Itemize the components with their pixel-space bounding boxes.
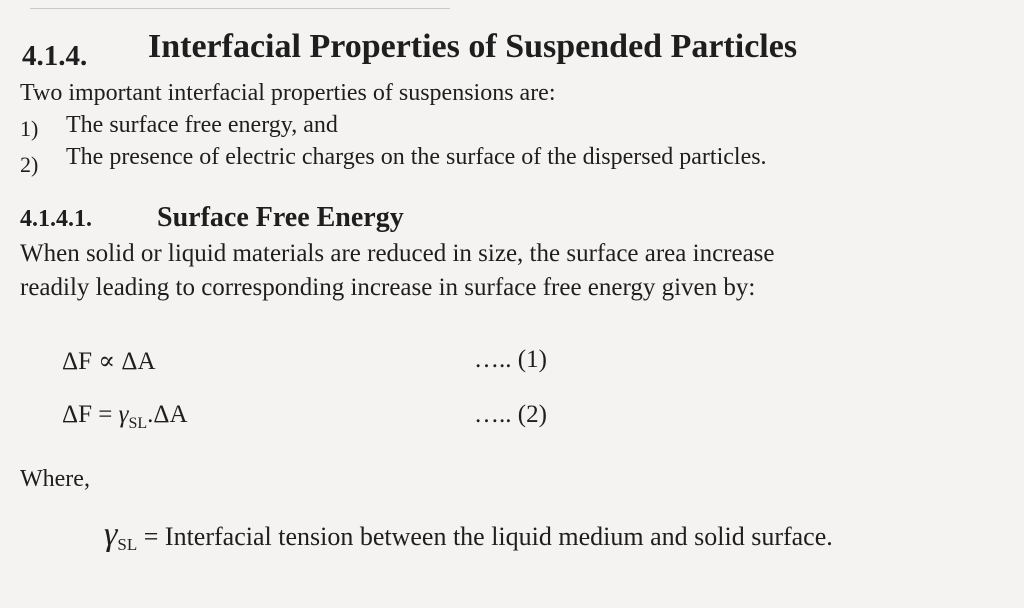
gamma-symbol: γ: [118, 401, 129, 428]
equation-1: ΔF ∝ ΔA: [62, 348, 156, 375]
where-label: Where,: [20, 466, 90, 492]
list-item-number: 2): [20, 152, 39, 177]
section-title: Interfacial Properties of Suspended Particles: [148, 28, 798, 65]
list-item-number: 1): [20, 116, 39, 141]
paragraph-line: When solid or liquid materials are reduced in size, the surface area increase: [20, 240, 775, 267]
definition-line: [104, 516, 833, 555]
list-item-text: The presence of electric charges on the surface of the dispersed particles.: [66, 144, 767, 170]
gamma-symbol: γ: [104, 516, 118, 553]
intro-text: Two important interfacial properties of suspensions are:: [20, 80, 556, 106]
definition-text: = Interfacial tension between the liquid medium and solid surface.: [137, 522, 833, 551]
paragraph-line: readily leading to corresponding increase in surface free energy given by:: [20, 274, 756, 301]
equation-part: .ΔA: [147, 401, 188, 428]
subscript: SL: [117, 535, 138, 554]
subscript: SL: [128, 415, 148, 432]
section-number: 4.1.4.: [22, 40, 88, 72]
top-rule: [30, 0, 450, 9]
equation-2: [62, 401, 188, 433]
subsection-title: Surface Free Energy: [157, 202, 404, 233]
equation-number: ….. (1): [474, 346, 547, 373]
equation-number: ….. (2): [474, 401, 547, 428]
subsection-number: 4.1.4.1.: [20, 206, 92, 232]
equation-part: ΔF =: [62, 401, 119, 428]
list-item-text: The surface free energy, and: [66, 112, 338, 138]
